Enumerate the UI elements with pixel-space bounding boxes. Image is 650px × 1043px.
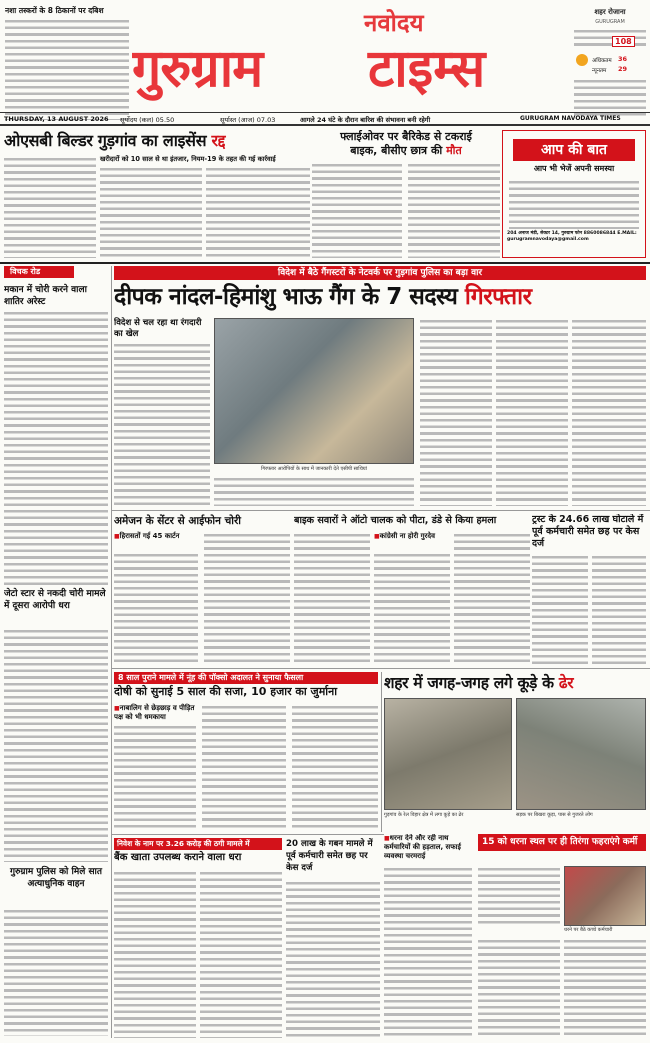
aap-title: आप की बात (513, 139, 635, 161)
brand-top: नवोदय (364, 8, 424, 37)
vichak-tag: विचक रोड (4, 266, 74, 278)
fraud-headline: ट्रस्ट के 24.66 लाख घोटाले में पूर्व कर्मचारी समेत छह पर केस दर्ज (532, 514, 644, 549)
left-teaser-headline: नशा तस्करों के 8 ठिकानों पर दबिश (5, 6, 104, 15)
temp-min: 29 (618, 65, 628, 73)
weather-teaser: आगले 24 घंटे के दौरान बारिश की संभावना बनी रहेगी (300, 116, 431, 124)
garbage-caption-2: सड़क पर बिखरा कूड़ा, पास से गुजरते लोग (516, 812, 593, 818)
headline-highlight: मौत (446, 144, 462, 157)
flyover-headline-1: फ्लाईओवर पर बैरिकेड से टकराई (340, 130, 472, 143)
right-box-code: GURUGRAM (595, 19, 625, 25)
date-bar (0, 112, 650, 126)
edition-name: GURUGRAM NAVODAYA TIMES (520, 115, 621, 122)
vichak-item-1: मकान में चोरी करने वाला शातिर अरेस्ट (4, 285, 87, 307)
aqi-value: 108 (612, 36, 635, 47)
auto-headline: बाइक सवारों ने ऑटो चालक को पीटा, डंडे से किया हमला (294, 515, 497, 526)
issue-date: THURSDAY, 13 AUGUST 2026 (4, 115, 109, 123)
story-bank (114, 838, 282, 1038)
story-dharna (384, 834, 646, 1038)
garbage-photo-2 (516, 698, 646, 810)
gang-photo (214, 318, 414, 464)
story-pocso (114, 672, 378, 830)
weather-box (574, 6, 646, 124)
story-flyover (312, 130, 500, 258)
amazon-headline: अमेजन के सेंटर से आईफोन चोरी (114, 515, 241, 527)
osb-headline: ओएसबी बिल्डर गुड़गांव का लाइसेंस रद्द (4, 131, 226, 150)
sunset: सूर्यास्त (आज) 07.03 (220, 116, 276, 124)
pocso-headline: दोषी को सुनाई 5 साल की सजा, 10 हजार का जुर्माना (114, 685, 338, 698)
left-teaser-text (5, 18, 129, 120)
left-teaser (5, 6, 129, 121)
gang-headline: दीपक नांदल-हिमांशु भाऊ गैंग के 7 सदस्य गिरफ्तार (114, 284, 532, 310)
story-fraud (532, 514, 646, 664)
bank-headline-2: बैंक खाता उपलब्ध कराने वाला धरा (114, 852, 242, 863)
vichak-item-2: जेटो स्टार से नकदी चोरी मामले में दूसरा आरोपी धरा (4, 589, 106, 611)
embezzle-headline: 20 लाख के गबन मामले में पूर्व कर्मचारी समेत छह पर केस दर्ज (286, 839, 373, 873)
gang-photo-caption: गिरफ्तार आरोपियों के साथ में जानकारी देते एसीपी साथियां (261, 466, 367, 472)
vichak-item-3: गुरुग्राम पुलिस को मिले सात अत्याधुनिक वाहन (9, 867, 102, 889)
dharna-photo (564, 866, 646, 926)
aap-address: 204 अनाज मंडी, सेक्टर 14, गुरुग्राम फोन 8860086844 E.MAIL: gurugramnavodaya@gmail.com (507, 231, 637, 242)
story-embezzle (286, 838, 380, 1038)
pocso-headline-top: 8 साल पुराने मामले में नूंह की पॉक्सो अदालत ने सुनाया फैसला (114, 672, 378, 684)
temp-min-label: न्यूनतम (592, 68, 607, 74)
flyover-headline-2: बाइक, बीसीए छात्र की मौत (350, 144, 462, 157)
dharna-caption: धरने पर बैठे कच्चे कर्मचारी (564, 927, 613, 933)
garbage-caption-1: गुड़गांव के रेल विहार क्षेत्र में लगा कूड़े का ढेर (384, 812, 464, 818)
bank-headline: निवेश के नाम पर 3.26 करोड़ की ठगी मामले में (114, 838, 282, 850)
amazon-sub: ■ हिरासतों गई 45 कार्टन (114, 532, 198, 541)
right-box-label: शहर रोजाना (594, 8, 626, 16)
story-auto (294, 514, 530, 664)
auto-sub: ■ कांग्रेसी ना होरी गुरदेव (374, 532, 450, 541)
headline-highlight: ढेर (558, 674, 574, 692)
headline-highlight: गिरफ्तार (464, 284, 532, 310)
garbage-photo-1 (384, 698, 512, 810)
title-sub: टाइम्स (368, 39, 486, 99)
story-gang (114, 266, 646, 506)
gang-kicker: विदेश में बैठे गैंगस्टरों के नेटवर्क पर गुड़गांव पुलिस का बड़ा वार (114, 266, 646, 280)
temp-max: 36 (618, 55, 628, 63)
story-osb (4, 130, 310, 258)
story-vichak (4, 266, 108, 1036)
masthead (0, 0, 650, 128)
pocso-sub: ■ नाबालिग से छेड़छाड़ व पीड़ित पक्ष को भी धमकाया (114, 704, 196, 722)
masthead-title (132, 2, 572, 106)
aap-sub: आप भी भेजें अपनी समस्या (533, 164, 615, 173)
dharna-sub: ■ धरना देने और रही नाथ कर्मचारियों की हड़ताल, सफाई व्यवस्था चरमराई (384, 834, 472, 861)
story-amazon (114, 514, 290, 664)
gang-sub-1: विदेश से चल रहा था रंगदारी का खेल (114, 318, 202, 339)
osb-strap: खरीदारों को 10 साल से था इंतजार, नियम-19 के तहत की गई कार्रवाई (100, 155, 276, 163)
title-main: गुरुग्राम (132, 39, 263, 99)
dharna-headline: 15 को धरना स्थल पर ही तिरंगा फहराएंगे कर्मी (478, 834, 646, 851)
aap-ki-baat (502, 130, 646, 258)
headline-highlight: रद्द (211, 131, 226, 150)
story-garbage (384, 672, 646, 830)
sunrise: सूर्योदय (कल) 05.50 (120, 116, 175, 124)
sun-icon (576, 54, 588, 66)
garbage-headline: शहर में जगह-जगह लगे कूड़े के ढेर (384, 674, 574, 692)
temp-max-label: अधिकतम (592, 58, 612, 64)
